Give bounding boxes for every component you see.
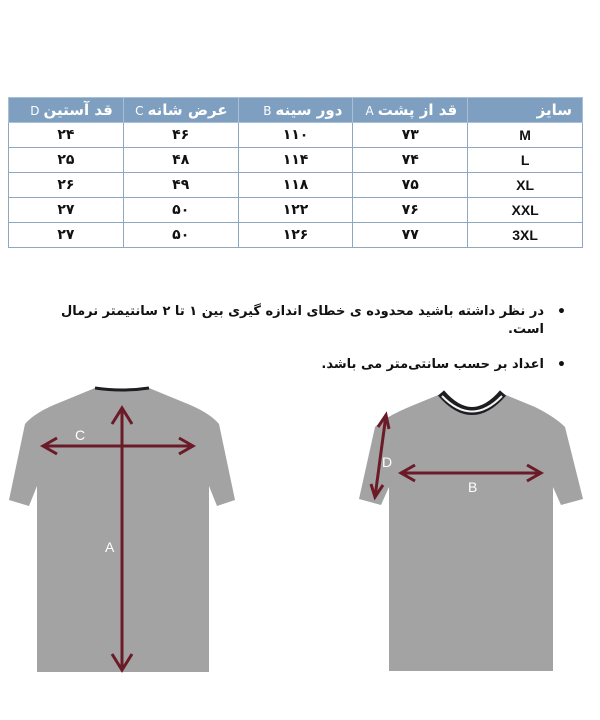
cell-sleeve: ۲۷ (9, 223, 124, 248)
header-chest: دور سینهB (238, 98, 353, 123)
notes-list (46, 303, 566, 391)
cell-sleeve: ۲۷ (9, 198, 124, 223)
table-header-row (9, 98, 583, 123)
cell-sleeve: ۲۴ (9, 123, 124, 148)
label-b: B (468, 479, 478, 495)
back-collar-trim (95, 388, 149, 390)
cell-shoulder: ۵۰ (123, 198, 238, 223)
cell-chest: ۱۲۲ (238, 198, 353, 223)
shirt-back-diagram (5, 382, 240, 682)
table-row (9, 123, 583, 148)
label-a: A (105, 539, 115, 555)
cell-size: XXL (468, 198, 583, 223)
cell-back-length: ۷۵ (353, 173, 468, 198)
header-shoulder-width: عرض شانهC (123, 98, 238, 123)
cell-size: L (468, 148, 583, 173)
cell-chest: ۱۱۰ (238, 123, 353, 148)
note-measurement-error: • در نظر داشته باشید محدوده ی خطای اندازه گیری بین ۱ تا ۲ سانتیمتر نرمال است. (46, 303, 566, 339)
cell-chest: ۱۲۶ (238, 223, 353, 248)
cell-sleeve: ۲۵ (9, 148, 124, 173)
label-c: C (75, 427, 86, 443)
cell-shoulder: ۵۰ (123, 223, 238, 248)
cell-back-length: ۷۴ (353, 148, 468, 173)
shirt-front-diagram (355, 387, 587, 682)
cell-size: XL (468, 173, 583, 198)
header-sleeve-length: قد آستینD (9, 98, 124, 123)
cell-size: 3XL (468, 223, 583, 248)
cell-shoulder: ۴۸ (123, 148, 238, 173)
cell-back-length: ۷۶ (353, 198, 468, 223)
cell-back-length: ۷۷ (353, 223, 468, 248)
header-back-length: قد از پشتA (353, 98, 468, 123)
cell-chest: ۱۱۴ (238, 148, 353, 173)
label-d: D (382, 454, 393, 470)
header-size: سایز (468, 98, 583, 123)
cell-back-length: ۷۳ (353, 123, 468, 148)
note-units: • اعداد بر حسب سانتی‌متر می باشد. (46, 356, 566, 374)
table-row (9, 223, 583, 248)
shirt-front-body (359, 393, 583, 671)
cell-size: M (468, 123, 583, 148)
size-table (8, 97, 583, 248)
cell-chest: ۱۱۸ (238, 173, 353, 198)
cell-sleeve: ۲۶ (9, 173, 124, 198)
table-row (9, 173, 583, 198)
cell-shoulder: ۴۹ (123, 173, 238, 198)
table-row (9, 148, 583, 173)
cell-shoulder: ۴۶ (123, 123, 238, 148)
table-row (9, 198, 583, 223)
